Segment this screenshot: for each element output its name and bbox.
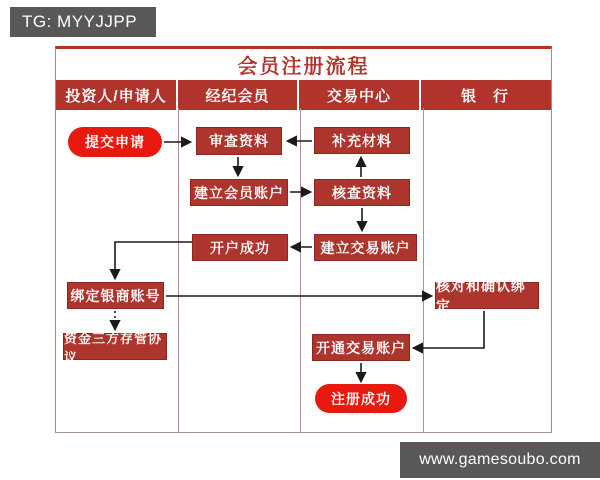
lane-header-bank: 银 行 — [460, 87, 509, 105]
node-register-success: 注册成功 — [315, 384, 407, 413]
lane-header-broker: 经纪会员 — [178, 80, 299, 110]
node-verify-materials: 核查资料 — [314, 179, 410, 206]
column-divider — [300, 108, 301, 433]
column-divider — [178, 108, 179, 433]
node-open-trading-account: 开通交易账户 — [312, 334, 410, 361]
node-submit-application: 提交申请 — [68, 127, 162, 157]
node-create-trading-account: 建立交易账户 — [314, 234, 417, 261]
telegram-badge-text: TG: MYYJJPP — [22, 12, 138, 31]
node-bind-bank-account: 绑定银商账号 — [67, 282, 164, 309]
website-badge-text: www.gamesoubo.com — [419, 451, 581, 468]
lane-header-investor: 投资人/申请人 — [56, 80, 178, 110]
website-badge — [400, 442, 600, 478]
node-supplement-materials: 补充材料 — [314, 127, 410, 154]
node-custody-agreement: 资金三方存管协议 — [63, 333, 167, 360]
telegram-badge — [10, 7, 156, 37]
column-divider — [423, 108, 424, 433]
node-review-materials: 审查资料 — [196, 127, 282, 155]
node-account-opened: 开户成功 — [192, 234, 288, 261]
flowchart-frame — [55, 46, 552, 433]
flowchart-title: 会员注册流程 — [237, 56, 370, 78]
lane-header-trading-center: 交易中心 — [299, 80, 421, 110]
lane-header-row — [56, 80, 551, 110]
node-create-member-account: 建立会员账户 — [190, 179, 288, 206]
node-confirm-binding: 核对和确认绑定 — [435, 282, 539, 309]
